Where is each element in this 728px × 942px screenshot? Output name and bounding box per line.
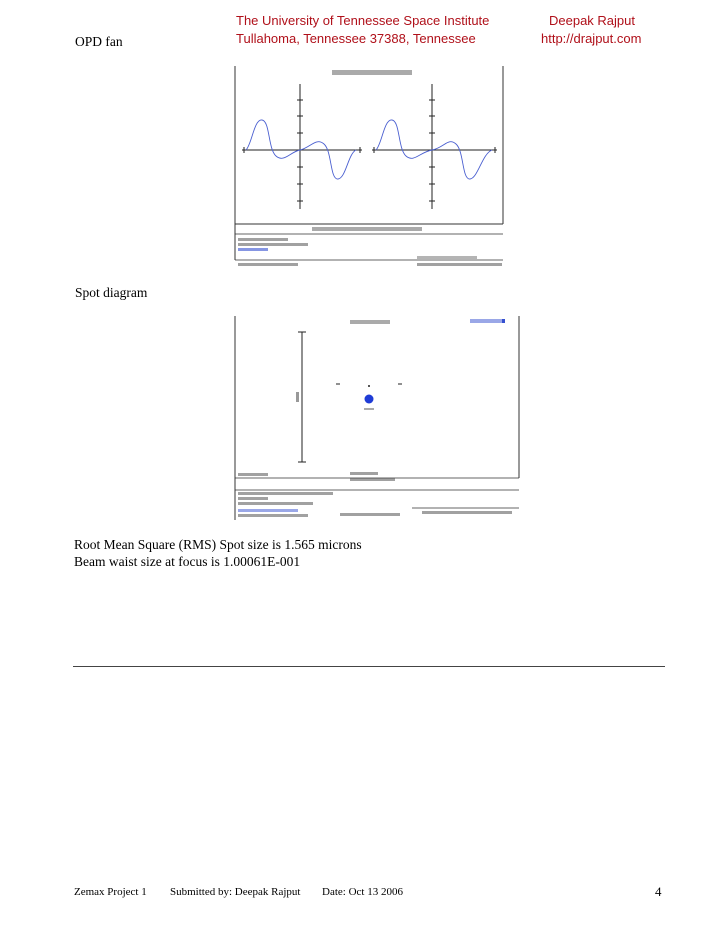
- footer-project: Zemax Project 1: [74, 886, 147, 898]
- author-url[interactable]: http://drajput.com: [541, 31, 642, 46]
- opd-fan-plot: [232, 64, 506, 272]
- footer-submitted: Submitted by: Deepak Rajput: [170, 886, 301, 898]
- opd-fan-title: OPD fan: [75, 34, 123, 49]
- page-number: 4: [655, 884, 662, 899]
- beam-waist-size: Beam waist size at focus is 1.00061E-001: [74, 554, 301, 569]
- spot-diagram-plot: [232, 314, 522, 520]
- rms-spot-size: Root Mean Square (RMS) Spot size is 1.565 microns: [74, 537, 362, 552]
- spot-diagram-graphic: [232, 314, 522, 520]
- footer-date: Date: Oct 13 2006: [322, 886, 403, 898]
- section-divider: [73, 666, 665, 667]
- institute-address: Tullahoma, Tennessee 37388, Tennessee: [236, 31, 476, 46]
- institute-name: The University of Tennessee Space Institute: [236, 13, 490, 28]
- opd-fan-graphic: [232, 64, 506, 272]
- author-name: Deepak Rajput: [549, 13, 635, 28]
- spot-diagram-title: Spot diagram: [75, 285, 148, 300]
